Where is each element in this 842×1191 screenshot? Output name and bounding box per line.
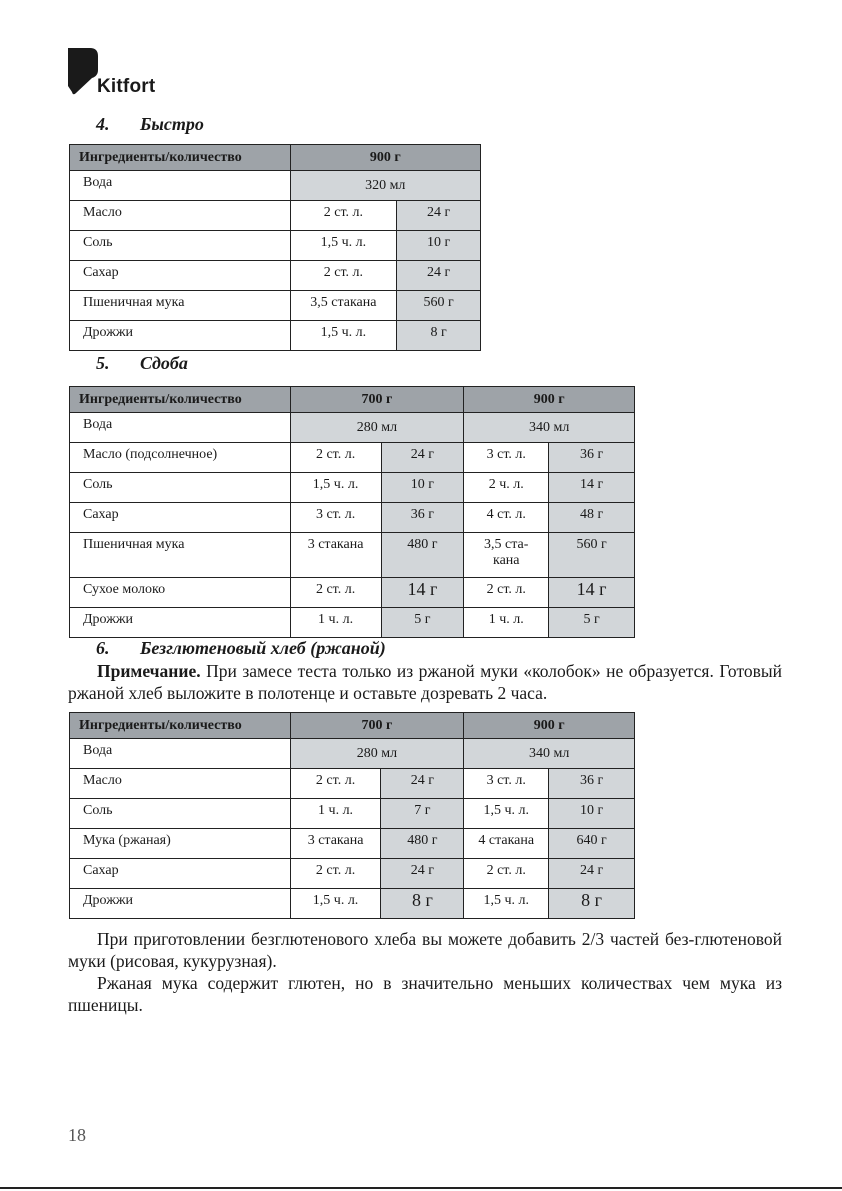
ingredient-grams: 10 г xyxy=(397,231,481,261)
table-header-row xyxy=(70,713,635,739)
ingredient-volume: 1 ч. л. xyxy=(290,799,381,829)
table-row xyxy=(70,578,635,608)
ingredient-grams: 7 г xyxy=(381,799,464,829)
ingredient-name: Масло xyxy=(70,769,291,799)
ingredient-grams: 10 г xyxy=(381,473,464,503)
ingredient-volume: 3,5 стакана xyxy=(290,291,397,321)
section-name: Безглютеновый хлеб (ржаной) xyxy=(140,638,386,658)
body-paragraph xyxy=(68,972,782,1016)
ingredient-amount: 280 мл xyxy=(290,413,464,443)
ingredient-name: Соль xyxy=(70,799,291,829)
ingredient-grams: 14 г xyxy=(549,473,635,503)
table-row xyxy=(70,413,635,443)
table-header-row xyxy=(70,387,635,413)
ingredient-volume: 1,5 ч. л. xyxy=(290,889,381,919)
ingredient-grams: 560 г xyxy=(397,291,481,321)
ingredient-grams: 5 г xyxy=(381,608,464,638)
table-row xyxy=(70,799,635,829)
ingredient-amount: 340 мл xyxy=(464,413,635,443)
ingredient-name: Дрожжи xyxy=(70,321,291,351)
ingredient-volume: 1 ч. л. xyxy=(290,608,381,638)
ingredient-grams: 8 г xyxy=(381,889,464,919)
ingredient-volume: 3 стакана xyxy=(290,533,381,578)
page-number: 18 xyxy=(68,1125,86,1145)
ingredient-name: Дрожжи xyxy=(70,889,291,919)
ingredient-name: Мука (ржаная) xyxy=(70,829,291,859)
ingredient-volume: 3,5 ста-кана xyxy=(464,533,549,578)
ingredient-volume: 1 ч. л. xyxy=(464,608,549,638)
header-weight-900: 900 г xyxy=(464,713,635,739)
section-5-title xyxy=(96,353,188,374)
header-weight-700: 700 г xyxy=(290,713,464,739)
section-number: 6. xyxy=(96,638,110,658)
ingredient-volume: 3 ст. л. xyxy=(464,769,549,799)
ingredient-volume: 1,5 ч. л. xyxy=(290,321,397,351)
ingredient-volume: 3 стакана xyxy=(290,829,381,859)
table-row xyxy=(70,443,635,473)
ingredient-grams: 560 г xyxy=(549,533,635,578)
ingredient-volume: 1,5 ч. л. xyxy=(290,473,381,503)
paragraph-text: При приготовлении безглютенового хлеба вы можете добавить 2/3 частей без-глютеновой муки (рисовая, кукурузная). xyxy=(68,929,782,971)
section-name: Сдоба xyxy=(140,353,188,373)
ingredient-volume: 2 ст. л. xyxy=(290,859,381,889)
ingredient-amount: 320 мл xyxy=(290,171,481,201)
table-row xyxy=(70,608,635,638)
note-text: При замесе теста только из ржаной муки «колобок» не образуется. Готовый ржаной хлеб выложите в полотенце и оставьте дозревать 2 часа. xyxy=(68,661,782,703)
ingredient-volume: 4 стакана xyxy=(464,829,549,859)
table-row xyxy=(70,533,635,578)
section-4-title xyxy=(96,114,204,135)
table-row xyxy=(70,739,635,769)
ingredient-volume: 2 ст. л. xyxy=(464,859,549,889)
table-row xyxy=(70,859,635,889)
table-header-row xyxy=(70,145,481,171)
ingredient-name: Сахар xyxy=(70,503,291,533)
ingredient-grams: 8 г xyxy=(397,321,481,351)
ingredient-volume: 2 ст. л. xyxy=(290,201,397,231)
table-row xyxy=(70,291,481,321)
ingredient-grams: 480 г xyxy=(381,533,464,578)
table-row xyxy=(70,231,481,261)
ingredient-volume: 1,5 ч. л. xyxy=(290,231,397,261)
bottom-divider xyxy=(0,1187,842,1189)
ingredient-volume: 2 ст. л. xyxy=(290,769,381,799)
table-row xyxy=(70,829,635,859)
header-ingredients: Ингредиенты/количество xyxy=(70,145,291,171)
table-row xyxy=(70,473,635,503)
ingredient-volume: 4 ст. л. xyxy=(464,503,549,533)
body-paragraph xyxy=(68,928,782,972)
kitfort-logo-icon xyxy=(68,48,98,98)
ingredient-grams: 640 г xyxy=(549,829,635,859)
section-6-title xyxy=(96,638,386,659)
ingredient-name: Масло xyxy=(70,201,291,231)
header-weight-900: 900 г xyxy=(464,387,635,413)
ingredient-volume: 1,5 ч. л. xyxy=(464,889,549,919)
ingredient-grams: 14 г xyxy=(549,578,635,608)
ingredient-volume: 3 ст. л. xyxy=(464,443,549,473)
ingredient-name: Соль xyxy=(70,473,291,503)
logo-wordmark: Kitfort xyxy=(97,76,156,97)
ingredient-name: Сахар xyxy=(70,859,291,889)
ingredient-amount: 340 мл xyxy=(464,739,635,769)
header-weight: 900 г xyxy=(290,145,481,171)
table-row xyxy=(70,769,635,799)
ingredient-name: Пшеничная мука xyxy=(70,533,291,578)
header-ingredients: Ингредиенты/количество xyxy=(70,713,291,739)
ingredient-grams: 8 г xyxy=(549,889,635,919)
ingredient-grams: 14 г xyxy=(381,578,464,608)
ingredient-name: Дрожжи xyxy=(70,608,291,638)
recipe-table-gluten-free xyxy=(69,712,635,919)
ingredient-name: Вода xyxy=(70,171,291,201)
ingredient-grams: 480 г xyxy=(381,829,464,859)
ingredient-grams: 24 г xyxy=(381,859,464,889)
ingredient-grams: 5 г xyxy=(549,608,635,638)
table-row xyxy=(70,201,481,231)
section-name: Быстро xyxy=(140,114,204,134)
ingredient-name: Сухое молоко xyxy=(70,578,291,608)
ingredient-name: Масло (подсолнечное) xyxy=(70,443,291,473)
ingredient-grams: 24 г xyxy=(397,201,481,231)
ingredient-grams: 24 г xyxy=(381,769,464,799)
ingredient-name: Пшеничная мука xyxy=(70,291,291,321)
table-row xyxy=(70,503,635,533)
ingredient-name: Сахар xyxy=(70,261,291,291)
ingredient-volume: 1,5 ч. л. xyxy=(464,799,549,829)
ingredient-grams: 24 г xyxy=(549,859,635,889)
ingredient-volume: 2 ст. л. xyxy=(464,578,549,608)
recipe-table-sdoba xyxy=(69,386,635,638)
ingredient-volume: 2 ст. л. xyxy=(290,578,381,608)
ingredient-grams: 36 г xyxy=(549,443,635,473)
ingredient-grams: 24 г xyxy=(381,443,464,473)
section-number: 4. xyxy=(96,114,110,134)
recipe-table-bystro xyxy=(69,144,481,351)
ingredient-grams: 10 г xyxy=(549,799,635,829)
section-number: 5. xyxy=(96,353,110,373)
ingredient-grams: 36 г xyxy=(549,769,635,799)
ingredient-grams: 36 г xyxy=(381,503,464,533)
ingredient-name: Вода xyxy=(70,739,291,769)
table-row xyxy=(70,889,635,919)
table-row xyxy=(70,171,481,201)
paragraph-text: Ржаная мука содержит глютен, но в значительно меньших количествах чем мука из пшеницы. xyxy=(68,973,782,1015)
ingredient-amount: 280 мл xyxy=(290,739,464,769)
ingredient-grams: 24 г xyxy=(397,261,481,291)
note-label: Примечание. xyxy=(97,661,201,681)
ingredient-volume: 2 ст. л. xyxy=(290,443,381,473)
table-row xyxy=(70,261,481,291)
note-paragraph xyxy=(68,660,782,704)
ingredient-grams: 48 г xyxy=(549,503,635,533)
ingredient-volume: 2 ч. л. xyxy=(464,473,549,503)
ingredient-volume: 3 ст. л. xyxy=(290,503,381,533)
ingredient-volume: 2 ст. л. xyxy=(290,261,397,291)
table-row xyxy=(70,321,481,351)
ingredient-name: Вода xyxy=(70,413,291,443)
ingredient-name: Соль xyxy=(70,231,291,261)
header-weight-700: 700 г xyxy=(290,387,464,413)
header-ingredients: Ингредиенты/количество xyxy=(70,387,291,413)
